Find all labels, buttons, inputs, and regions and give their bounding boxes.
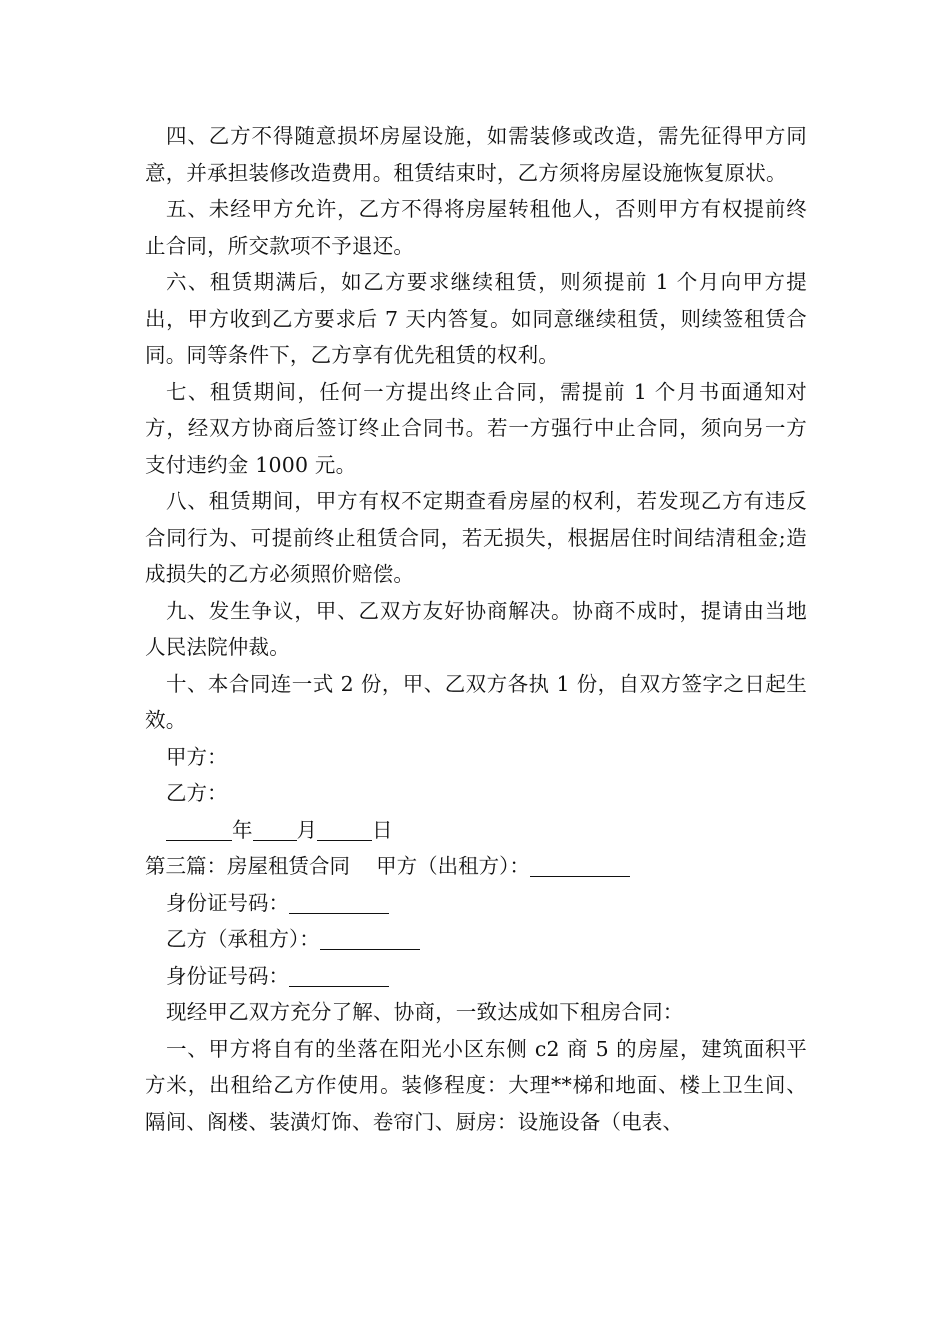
signature-party-b: 乙方： bbox=[166, 781, 228, 805]
lessee-blank bbox=[320, 925, 420, 950]
clause-6: 六、租赁期满后，如乙方要求继续租赁，则须提前 1 个月向甲方提出，甲方收到乙方要求后 7 天内答复。如同意继续租赁，则续签租赁合同。同等条件下，乙方享有优先租赁的权利。 bbox=[145, 270, 807, 367]
month-blank bbox=[253, 816, 297, 841]
clause-4: 四、乙方不得随意损坏房屋设施，如需装修或改造，需先征得甲方同意，并承担装修改造费用。租赁结束时，乙方须将房屋设施恢复原状。 bbox=[145, 124, 807, 185]
lessor-label: 甲方（出租方）： bbox=[376, 854, 530, 878]
id-a-label: 身份证号码： bbox=[166, 890, 289, 915]
year-blank bbox=[166, 816, 232, 841]
id-a-blank bbox=[289, 889, 389, 914]
document-page bbox=[145, 118, 807, 1140]
clause-9: 九、发生争议，甲、乙双方友好协商解决。协商不成时，提请由当地人民法院仲裁。 bbox=[145, 598, 807, 659]
id-b-blank bbox=[289, 962, 389, 987]
clause-10: 十、本合同连一式 2 份，甲、乙双方各执 1 份，自双方签字之日起生效。 bbox=[145, 671, 807, 732]
section3-heading: 第三篇：房屋租赁合同 bbox=[145, 854, 350, 878]
month-label: 月 bbox=[296, 817, 317, 842]
section3-heading-line bbox=[145, 848, 807, 885]
lessor-blank bbox=[530, 852, 630, 877]
day-label: 日 bbox=[372, 817, 393, 842]
id-line-a bbox=[145, 885, 807, 922]
section3-clause-1: 一、甲方将自有的坐落在阳光小区东侧 c2 商 5 的房屋，建筑面积平方米，出租给乙方作使用。装修程度：大理**梯和地面、楼上卫生间、隔间、阁楼、装潢灯饰、卷帘门、厨房：设施设备（电表、 bbox=[145, 1036, 807, 1134]
day-blank bbox=[317, 816, 372, 841]
lessee-line bbox=[145, 921, 807, 958]
lessee-label: 乙方（承租方）： bbox=[166, 927, 320, 951]
id-b-label: 身份证号码： bbox=[166, 963, 289, 988]
clause-7: 七、租赁期间，任何一方提出终止合同，需提前 1 个月书面通知对方，经双方协商后签订终止合同书。若一方强行中止合同，须向另一方支付违约金 1000 元。 bbox=[145, 379, 807, 477]
clause-5: 五、未经甲方允许，乙方不得将房屋转租他人，否则甲方有权提前终止合同，所交款项不予退还。 bbox=[145, 197, 807, 258]
section3-intro: 现经甲乙双方充分了解、协商，一致达成如下租房合同： bbox=[166, 1000, 684, 1024]
signature-party-a: 甲方： bbox=[166, 744, 228, 769]
year-label: 年 bbox=[232, 817, 253, 842]
id-line-b bbox=[145, 958, 807, 995]
signature-date bbox=[145, 812, 807, 849]
clause-8: 八、租赁期间，甲方有权不定期查看房屋的权利，若发现乙方有违反合同行为、可提前终止租赁合同，若无损失，根据居住时间结清租金;造成损失的乙方必须照价赔偿。 bbox=[145, 489, 807, 586]
